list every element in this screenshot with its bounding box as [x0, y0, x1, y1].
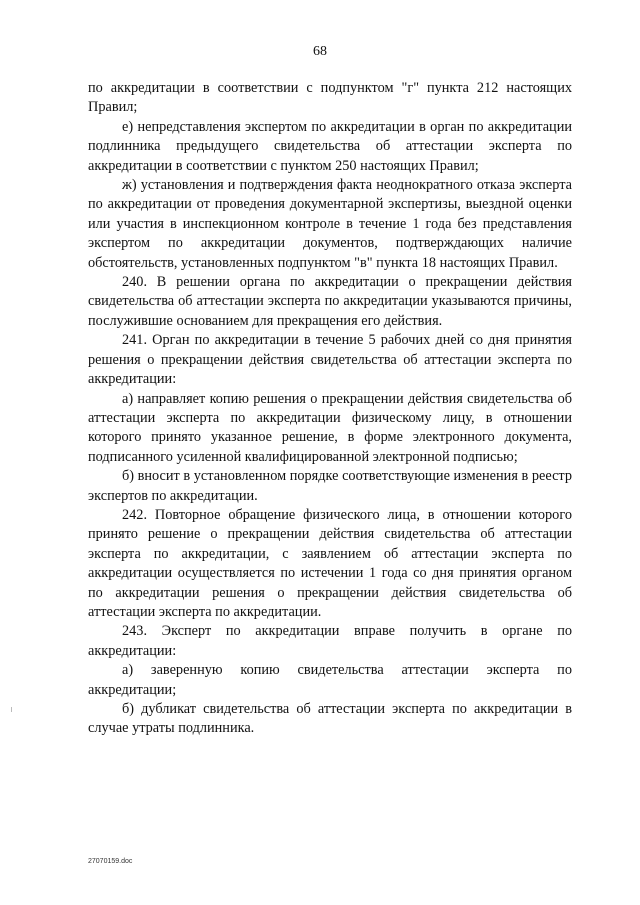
paragraph-241-b: б) вносит в установленном порядке соответствующие изменения в реестр экспертов по аккредитации.	[88, 468, 572, 504]
paragraph-241-a: а) направляет копию решения о прекращении действия свидетельства об аттестации эксперта по аккредитации физическому лицу, в отношении которого принято указанное решение, в форме электронного документа, подписанного усиленной квалифицированной электронной подписью;	[88, 390, 572, 465]
paragraph-subitem-e: е) непредставления экспертом по аккредитации в орган по аккредитации подлинника предыдущего свидетельства об аттестации эксперта по аккредитации в соответствии с пунктом 250 настоящих Правил;	[88, 118, 572, 174]
footer-file-code: 27070159.doc	[88, 858, 133, 865]
document-body	[88, 79, 572, 739]
margin-mark	[11, 707, 12, 712]
paragraph-243-a: а) заверенную копию свидетельства аттестации эксперта по аккредитации;	[88, 662, 572, 698]
paragraph-241: 241. Орган по аккредитации в течение 5 рабочих дней со дня принятия решения о прекращении действия свидетельства об аттестации эксперта по аккредитации:	[88, 332, 572, 388]
paragraph-subitem-zh: ж) установления и подтверждения факта неоднократного отказа эксперта по аккредитации от проведения документарной экспертизы, выездной оценки или участия в инспекционном контроле в течение 1 года без представления экспертом по аккредитации документов, подтверждающих наличие обстоятельств, установленных подпунктом "в" пункта 18 настоящих Правил.	[88, 177, 572, 271]
page-number: 68	[313, 44, 327, 59]
paragraph-continuation: по аккредитации в соответствии с подпунктом "г" пункта 212 настоящих Правил;	[88, 80, 572, 116]
paragraph-243-b: б) дубликат свидетельства об аттестации эксперта по аккредитации в случае утраты подлинника.	[88, 701, 572, 737]
paragraph-243: 243. Эксперт по аккредитации вправе получить в органе по аккредитации:	[88, 623, 572, 659]
paragraph-242: 242. Повторное обращение физического лица, в отношении которого принято решение о прекращении действия свидетельства об аттестации эксперта по аккредитации, с заявлением об аттестации эксперта по аккредитации осуществляется по истечении 1 года со дня принятия органом по аккредитации решения о прекращении действия свидетельства об аттестации эксперта по аккредитации.	[88, 506, 572, 620]
paragraph-240: 240. В решении органа по аккредитации о прекращении действия свидетельства об аттестации эксперта по аккредитации указываются причины, послужившие основанием для прекращения его действия.	[88, 274, 572, 329]
